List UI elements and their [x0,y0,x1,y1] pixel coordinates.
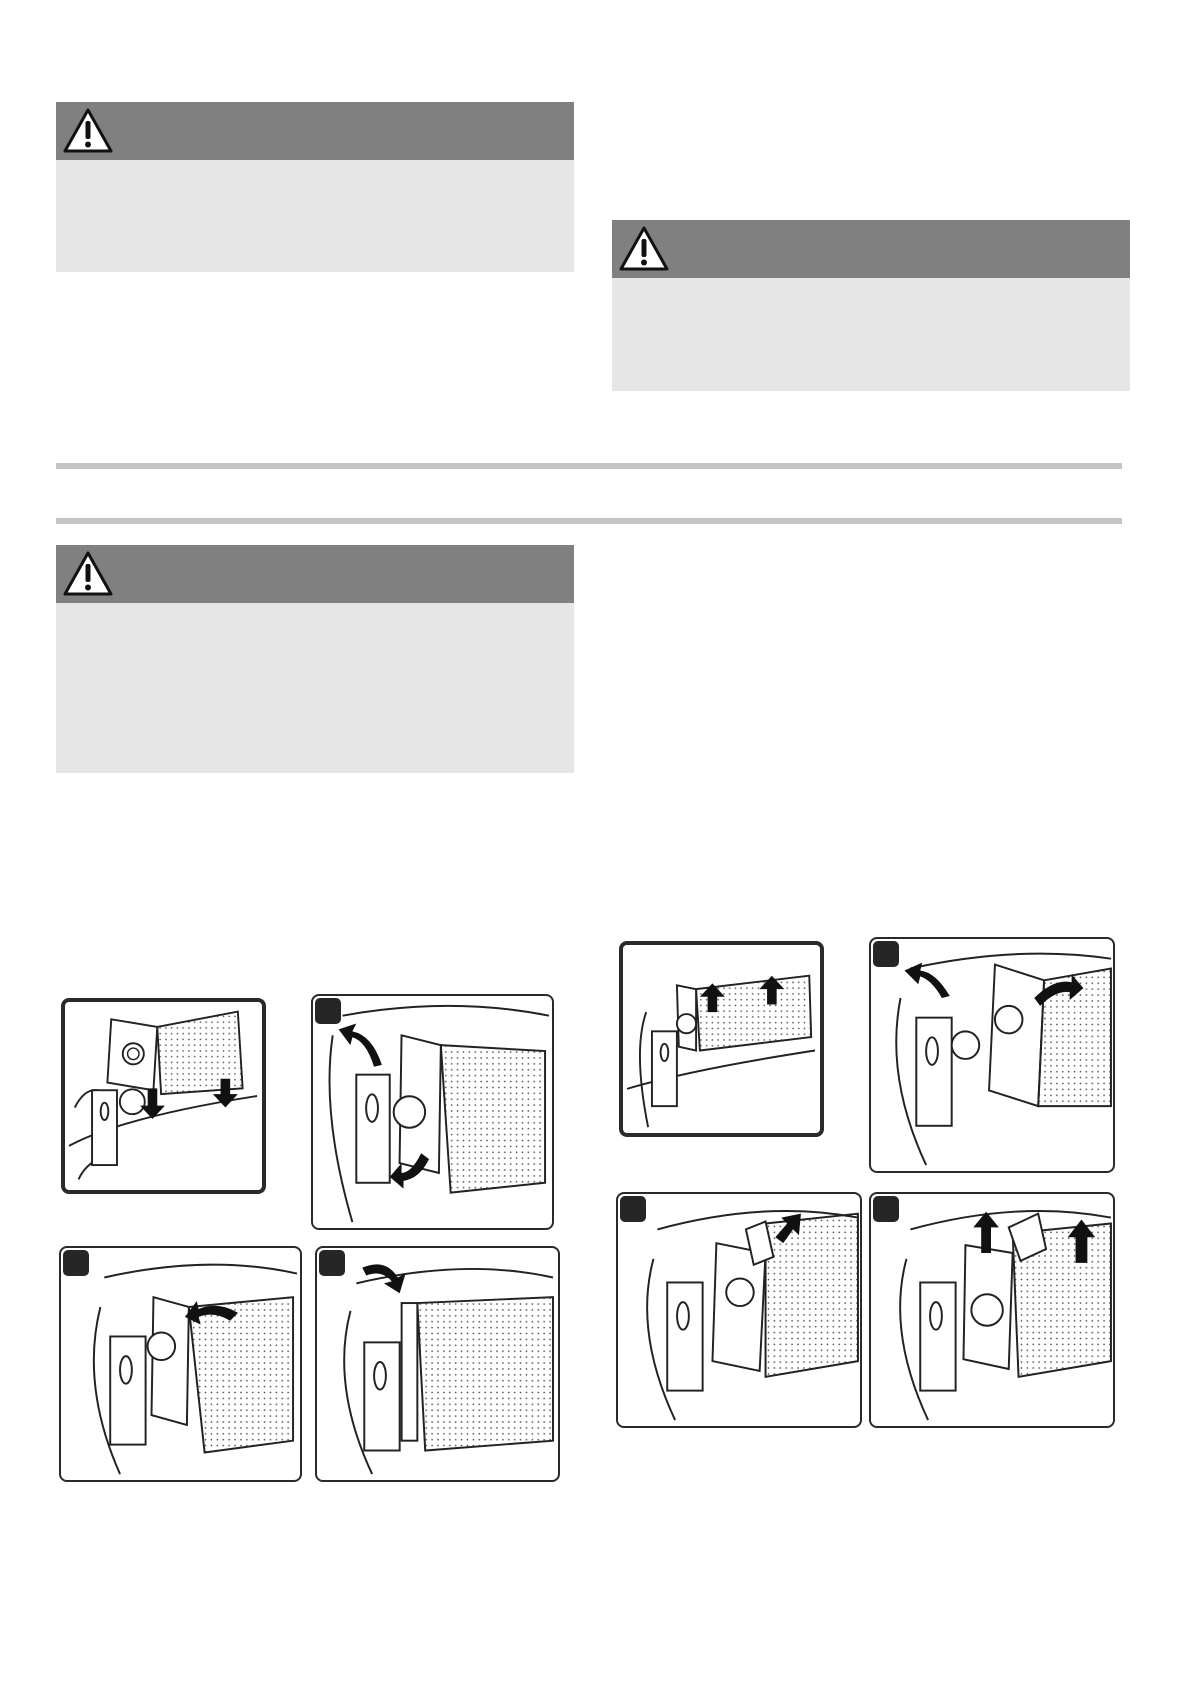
vacuum-illustration [618,1194,860,1426]
warning-box-1 [56,102,574,272]
curved-arrow-icon [362,1264,405,1293]
warning-triangle-icon [62,549,114,599]
illustration-step-slide-card [59,1246,302,1482]
vacuum-illustration [317,1248,558,1480]
warning-box-2 [612,220,1130,391]
warning-triangle-icon [62,106,114,156]
warning-triangle-icon [618,224,670,274]
vacuum-illustration [61,1248,300,1480]
warning-header [56,102,574,160]
warning-header [612,220,1130,278]
warning-header [56,545,574,603]
illustration-step-open-holder-remove [869,937,1115,1173]
section-divider-bottom [56,518,1122,524]
curved-arrow-icon [905,963,950,998]
illustration-insert-bag [61,998,266,1194]
vacuum-illustration [623,945,820,1133]
illustration-lift-bag [619,941,824,1137]
warning-box-3 [56,545,574,773]
vacuum-illustration [313,996,552,1228]
illustration-step-pull-seal [616,1192,862,1428]
vacuum-illustration [871,939,1113,1171]
curved-arrow-icon [339,1024,382,1067]
illustration-step-remove-bag [869,1192,1115,1428]
vacuum-illustration [65,1002,262,1190]
vacuum-illustration [871,1194,1113,1426]
section-divider-top [56,463,1122,469]
illustration-step-close-holder [315,1246,560,1482]
illustration-step-open-holder [311,994,554,1230]
